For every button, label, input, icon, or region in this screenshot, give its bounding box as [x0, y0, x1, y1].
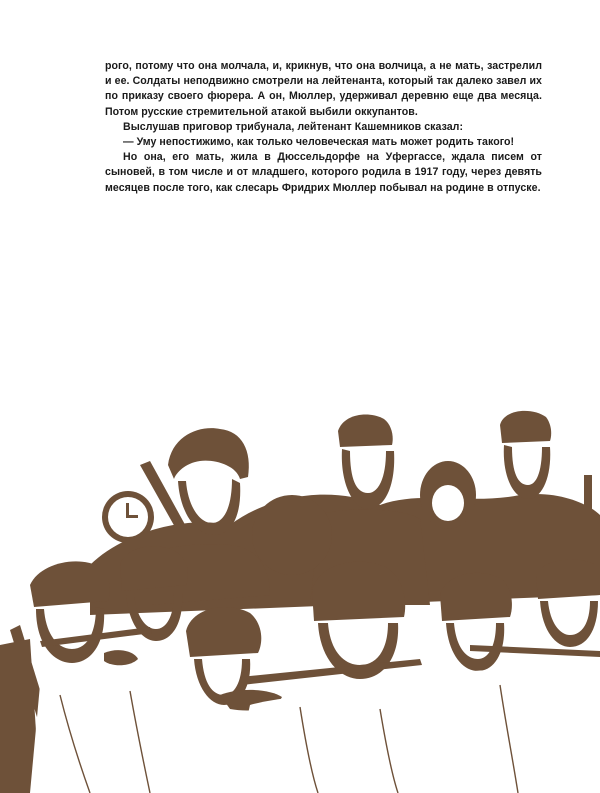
- paragraph-2: Выслушав приговор трибунала, лейтенант Кашемников сказал:: [123, 120, 464, 133]
- soldiers-image: [0, 395, 600, 793]
- soldiers-illustration: [0, 395, 600, 793]
- paragraph-3: — Уму непостижимо, как только человеческая мать может родить такого!: [123, 136, 515, 149]
- paragraph-4: Но она, его мать, жила в Дюссельдорфе на Уфергассе, ждала писем от сыновей, в том числе и от младшего, которого родила в 1917 году, через девять месяцев после того, как слесарь Фридрих Мюллер побывал на родине в отпуске.: [105, 151, 542, 194]
- paragraph-1: рого, потому что она молчала, и, крикнув, что она волчица, а не мать, застрелил и ее. Солдаты неподвижно смотрели на лейтенанта, который так далеко завел их по приказу своего фюрера. А он, Мюллер, удерживал деревню еще два месяца. Потом русские стремительной атакой выбили оккупантов.: [105, 60, 542, 118]
- body-text: [105, 59, 542, 196]
